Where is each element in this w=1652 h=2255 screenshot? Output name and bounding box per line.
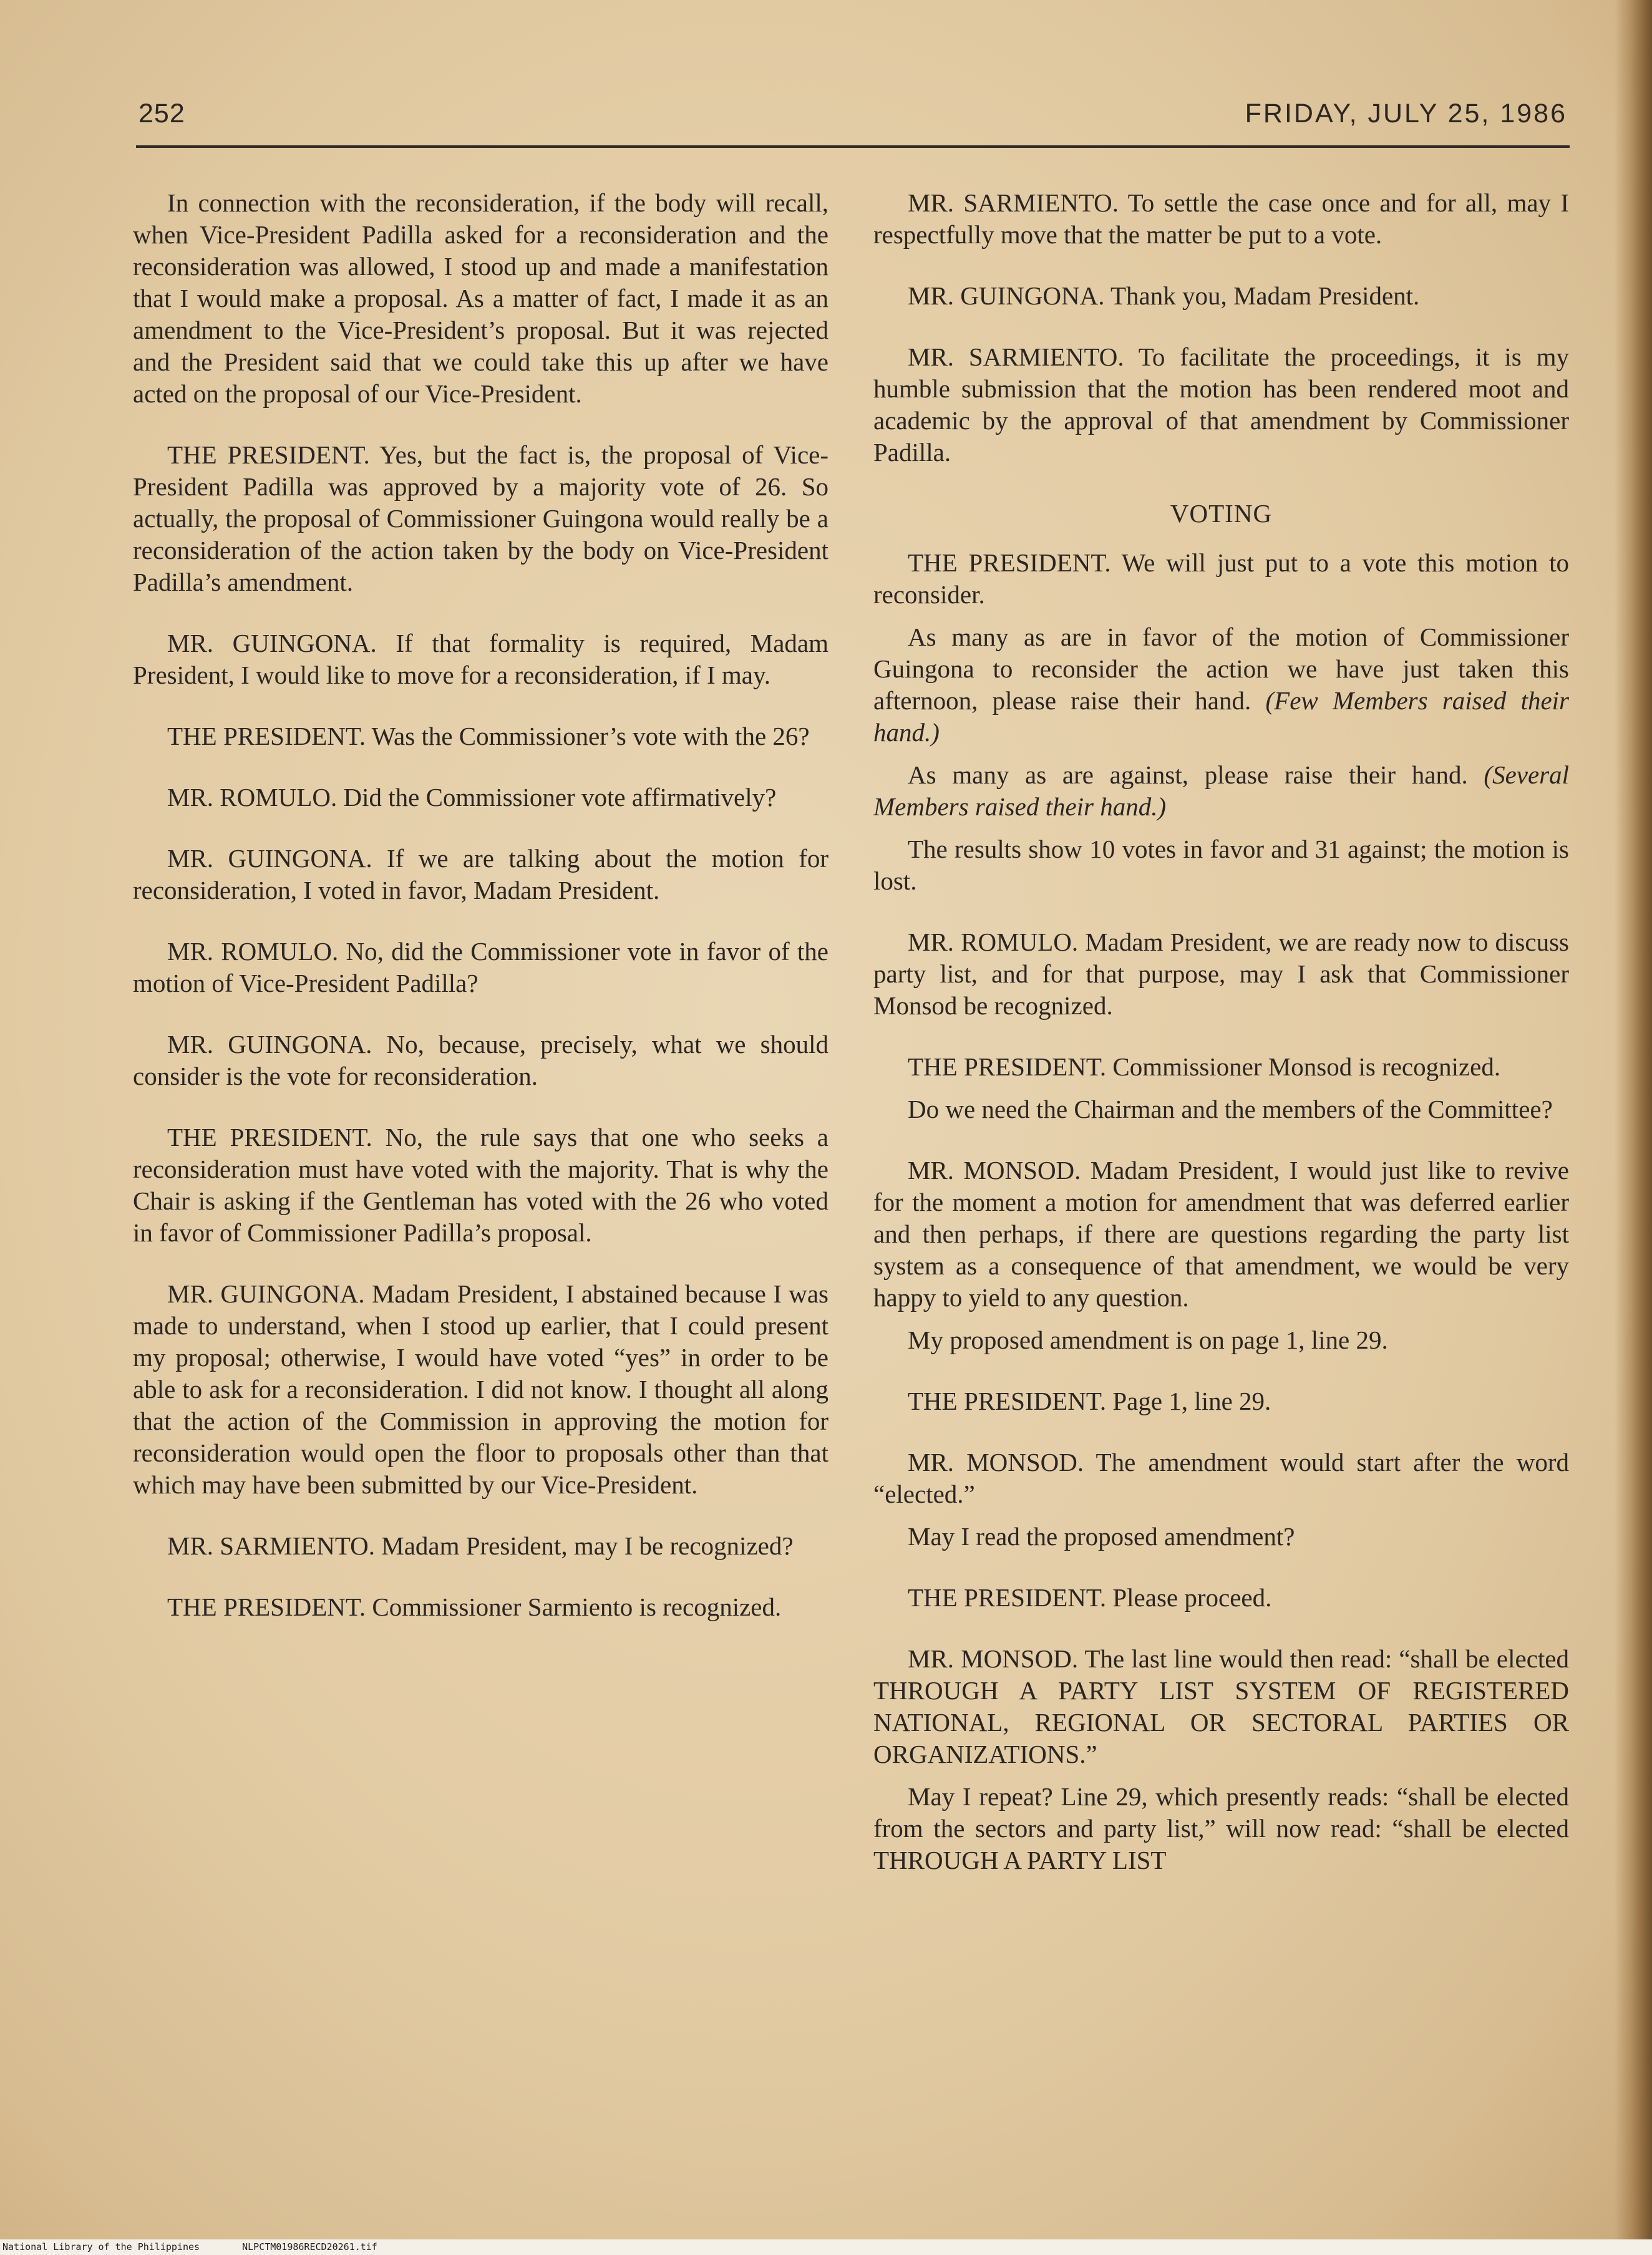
paragraph: MR. SARMIENTO. To facilitate the proceedings, it is my humble submission that the motion has been rendered moot and academic by the approval of that amendment by Commissioner Padilla. [873,342,1569,467]
paragraph: THE PRESIDENT. Page 1, line 29. [908,1387,1271,1415]
paragraph: MR. MONSOD. The last line would then read: “shall be elected THROUGH A PARTY LIST SYSTEM OF REGISTERED NATIONAL, REGIONAL OR SECTORAL PARTIES OR ORGANIZATIONS.” [873,1644,1569,1768]
paragraph: MR. MONSOD. Madam President, I would just like to revive for the moment a motion for amendment that was deferred earlier and then perhaps, if there are questions regarding the party list system as a consequence of that amendment, we would be very happy to yield to any question. [873,1156,1569,1312]
stage-direction: (Few Members raised their hand.) [873,686,1570,747]
page-number: 252 [138,99,185,129]
paragraph: My proposed amendment is on page 1, line 29. [908,1326,1388,1354]
paragraph-text: As many as are against, please raise their hand. [908,760,1468,789]
paragraph: Do we need the Chairman and the members of the Committee? [908,1095,1553,1123]
binding-edge [1615,0,1652,2255]
paragraph [873,759,1569,823]
scan-footer [0,2239,1652,2255]
paragraph: MR. ROMULO. Did the Commissioner vote affirmatively? [167,783,777,812]
paragraph: MR. SARMIENTO. To settle the case once and for all, may I respectfully move that the matter be put to a vote. [873,188,1569,249]
running-header [138,99,1567,142]
paragraph [873,621,1569,749]
paragraph: MR. GUINGONA. Thank you, Madam President. [908,281,1420,310]
scan-filename: NLPCTM01986RECD20261.tif [242,2241,377,2253]
stage-direction: (Several Members raised their hand.) [873,760,1570,821]
paragraph: THE PRESIDENT. Please proceed. [908,1583,1272,1612]
paragraph: THE PRESIDENT. Commissioner Sarmiento is recognized. [167,1593,782,1621]
section-heading: VOTING [1170,499,1273,528]
paragraph: MR. GUINGONA. If that formality is required, Madam President, I would like to move for a reconsideration, if I may. [133,629,828,689]
paragraph: THE PRESIDENT. We will just put to a vote this motion to reconsider. [873,548,1569,609]
paragraph: MR. GUINGONA. No, because, precisely, what we should consider is the vote for reconsideration. [133,1030,828,1090]
paragraph: May I read the proposed amendment? [908,1522,1295,1551]
session-date: FRIDAY, JULY 25, 1986 [1245,99,1567,129]
paragraph: THE PRESIDENT. Yes, but the fact is, the proposal of Vice-President Padilla was approved by a majority vote of 26. So actually, the proposal of Commissioner Guingona would really be a reconsideration of the action taken by the body on Vice-President Padilla’s amendment. [133,440,828,596]
paragraph: THE PRESIDENT. Commissioner Monsod is recognized. [908,1052,1501,1081]
right-column [873,187,1569,1906]
paragraph: MR. SARMIENTO. Madam President, may I be recognized? [167,1531,794,1560]
header-rule [136,145,1570,148]
left-column [133,187,828,1652]
library-credit: National Library of the Philippines [2,2241,200,2253]
paragraph: THE PRESIDENT. No, the rule says that one who seeks a reconsideration must have voted with the majority. That is why the Chair is asking if the Gentleman has voted with the 26 who voted in favor of Commissioner Padilla’s proposal. [133,1123,828,1247]
paragraph: The results show 10 votes in favor and 31 against; the motion is lost. [873,835,1569,895]
paragraph: MR. ROMULO. No, did the Commissioner vote in favor of the motion of Vice-President Padilla? [133,937,828,997]
paragraph: MR. MONSOD. The amendment would start after the word “elected.” [873,1448,1569,1508]
paragraph: MR. ROMULO. Madam President, we are ready now to discuss party list, and for that purpose, may I ask that Commissioner Monsod be recognized. [873,928,1569,1020]
paragraph-text: As many as are in favor of the motion of Commissioner Guingona to reconsider the action we have just taken this afternoon, please raise their hand. [873,623,1569,715]
paragraph: THE PRESIDENT. Was the Commissioner’s vote with the 26? [167,722,810,750]
paragraph: In connection with the reconsideration, if the body will recall, when Vice-President Padilla asked for a reconsideration and the reconsideration was allowed, I stood up and made a manifestation that I would make a proposal. As a matter of fact, I made it as an amendment to the Vice-President’s proposal. But it was rejected and the President said that we could take this up after we have acted on the proposal of our Vice-President. [133,188,828,408]
paragraph: MR. GUINGONA. If we are talking about the motion for reconsideration, I voted in favor, Madam President. [133,844,828,904]
paragraph: May I repeat? Line 29, which presently reads: “shall be elected from the sectors and party list,” will now read: “shall be elected THROUGH A PARTY LIST [873,1782,1569,1874]
paragraph: MR. GUINGONA. Madam President, I abstained because I was made to understand, when I stood up earlier, that I could present my proposal; otherwise, I would have voted “yes” in order to be able to ask for a reconsideration. I did not know. I thought all along that the action of the Commission in approving the motion for reconsideration would open the floor to proposals other than that which may have been submitted by our Vice-President. [133,1279,828,1499]
